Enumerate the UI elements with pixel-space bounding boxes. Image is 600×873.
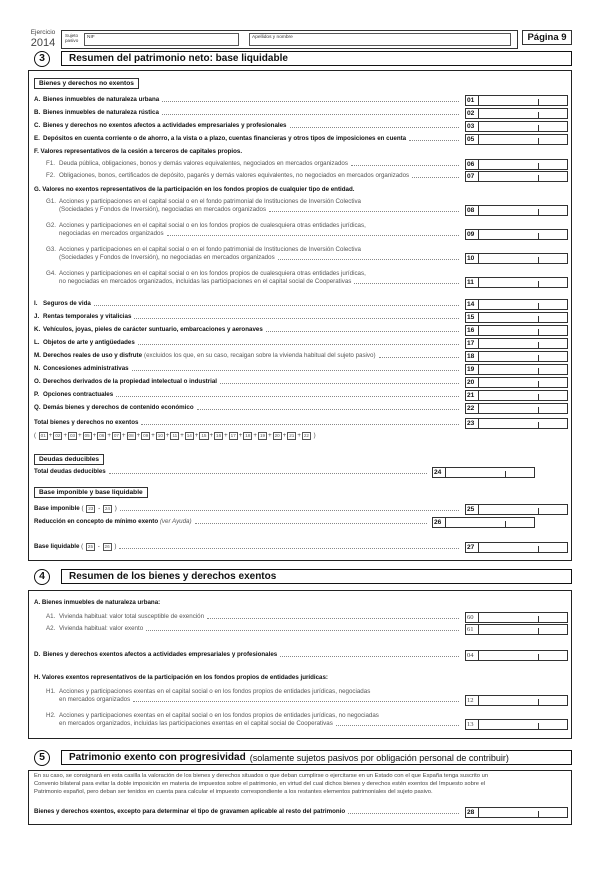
row-letter: D. xyxy=(34,651,41,658)
row-label-line1: Acciones y participaciones en el capital social o en el fondo patrimonial de Instituciones de Inversión Colectiva xyxy=(59,246,361,253)
formula-box: 06 xyxy=(99,433,105,438)
description-line: Convenio bilateral para evitar la doble imposición en materia de impuestos sobre el patrimonio, en virtud del cual dichos bienes y derechos estén exentos del Impuesto sobre el xyxy=(34,781,486,787)
row-21 xyxy=(34,391,462,399)
casilla-number: 15 xyxy=(466,313,479,322)
f-heading: F. Valores representativos de la cesión a terceros de capitales propios. xyxy=(34,148,243,155)
row-17 xyxy=(34,339,462,347)
row-index: G3. xyxy=(46,246,56,253)
formula-box: 10 xyxy=(157,433,163,438)
a-heading: A. Bienes inmuebles de naturaleza urbana: xyxy=(34,599,161,606)
casilla-24[interactable]: 24 xyxy=(432,467,535,478)
row-index: G1. xyxy=(46,198,56,205)
casilla-number: 18 xyxy=(466,352,479,361)
casilla-field[interactable] xyxy=(465,695,568,706)
row-label: Demás bienes y derechos de contenido económico xyxy=(43,404,194,411)
casilla-field[interactable] xyxy=(465,612,568,623)
section-3-title: Resumen del patrimonio neto: base liquidable xyxy=(61,51,572,66)
row-13 xyxy=(59,720,462,728)
casilla-number: 20 xyxy=(466,378,479,387)
row-20 xyxy=(34,378,462,386)
row-18 xyxy=(34,352,462,360)
formula-box: 15 xyxy=(201,433,207,438)
row-index: A1. xyxy=(46,613,56,620)
row-label: Derechos derivados de la propiedad intelectual o industrial xyxy=(43,378,217,385)
formula-box: 21 xyxy=(289,433,295,438)
row-letter: C. xyxy=(34,122,41,129)
casilla-field[interactable] xyxy=(465,390,568,401)
description-line: Patrimonio español, pero deban ser tenidos en cuenta para calcular el impuesto correspondiente a los restantes elementos patrimoniales del sujeto pasivo. xyxy=(34,789,433,795)
casilla-field[interactable] xyxy=(465,171,568,182)
row-label: Depósitos en cuenta corriente o de ahorro, a la vista o a plazo, cuentas financieras y otros tipos de imposiciones en cuenta xyxy=(43,135,407,142)
casilla-field[interactable] xyxy=(465,134,568,145)
row-label: Opciones contractuales xyxy=(43,391,114,398)
row-label: Bienes y derechos exentos afectos a actividades empresariales y profesionales xyxy=(43,651,278,658)
formula-box: 22 xyxy=(303,433,309,438)
row-03 xyxy=(34,122,462,130)
casilla-number: 60 xyxy=(466,613,479,622)
row-label: no negociadas en mercados organizados, incluidas las participaciones en el capital social de Cooperativas xyxy=(59,278,352,285)
reduccion-row: Reducción en concepto de mínimo exento (ver Ayuda) xyxy=(34,518,430,526)
row-label-line1: Acciones y participaciones en el capital social o en los fondos propios de cualesquiera otras entidades jurídicas, xyxy=(59,270,366,277)
formula-box: 11 xyxy=(172,433,178,438)
ejercicio xyxy=(28,30,58,49)
casilla-field[interactable] xyxy=(465,624,568,635)
row-04 xyxy=(34,651,462,659)
row-letter: O. xyxy=(34,378,41,385)
row-letter: A. xyxy=(34,96,41,103)
casilla-23[interactable]: 23 xyxy=(465,418,568,429)
casilla-number: 14 xyxy=(466,300,479,309)
row-letter: L. xyxy=(34,339,40,346)
section-5-number: 5 xyxy=(34,750,50,766)
formula-box: 17 xyxy=(230,433,236,438)
row-label: Deuda pública, obligaciones, bonos y demás valores equivalentes, negociados en mercados organizados xyxy=(59,160,348,167)
casilla-field[interactable] xyxy=(465,253,568,264)
row-11 xyxy=(59,278,462,286)
row-label: Vehículos, joyas, pieles de carácter suntuario, embarcaciones y aeronaves xyxy=(43,326,263,333)
row-14 xyxy=(34,300,462,308)
casilla-field[interactable] xyxy=(465,338,568,349)
g-heading: G. Valores no exentos representativos de la participación en los fondos propios de cualquier tipo de entidad. xyxy=(34,186,355,193)
casilla-field[interactable] xyxy=(465,351,568,362)
row-label-line1: Acciones y participaciones en el capital social o en el fondo patrimonial de Instituciones de Inversión Colectiva xyxy=(59,198,361,205)
row-letter: E. xyxy=(34,135,40,142)
casilla-number: 04 xyxy=(466,651,479,660)
row-letter: M. xyxy=(34,352,41,359)
deudas-header: Deudas deducibles xyxy=(34,454,104,465)
row-label: (Sociedades y Fondos de Inversión), no negociadas en mercados organizados xyxy=(59,254,275,261)
total-formula: ( 01 + 02 + 03 + 05 + 06 + 07 + 08 + 09 + 10 + 11 + 14 + 15 + 16 + 17 + 18 + 19 + 20 + 21 + 22 ) xyxy=(34,433,316,439)
section-4-number: 4 xyxy=(34,569,50,585)
row-index: F2. xyxy=(46,172,55,179)
casilla-number: 06 xyxy=(466,160,479,169)
h-heading: H. Valores exentos representativos de la participación en los fondos propios de entidades jurídicas: xyxy=(34,674,328,681)
row-label-line1: Acciones y participaciones en el capital social o en los fondos propios de cualesquiera otras entidades jurídicas, xyxy=(59,222,366,229)
casilla-number: 01 xyxy=(466,96,479,105)
nif-field[interactable]: NIF xyxy=(84,33,239,46)
casilla-number: 19 xyxy=(466,365,479,374)
row-08 xyxy=(59,206,462,214)
casilla-number: 17 xyxy=(466,339,479,348)
casilla-number: 16 xyxy=(466,326,479,335)
formula-box: 18 xyxy=(245,433,251,438)
casilla-number: 12 xyxy=(466,696,479,705)
row-label: (Sociedades y Fondos de Inversión), negociadas en mercados organizados xyxy=(59,206,267,213)
casilla-number: 11 xyxy=(466,278,479,287)
casilla-number: 07 xyxy=(466,172,479,181)
row-19 xyxy=(34,365,462,373)
ejercicio-label: Ejercicio xyxy=(30,29,56,36)
formula-box: 14 xyxy=(186,433,192,438)
section-3-number: 3 xyxy=(34,51,50,67)
formula-box: 20 xyxy=(274,433,280,438)
row-06 xyxy=(46,160,462,168)
casilla-field[interactable] xyxy=(465,650,568,661)
casilla-26[interactable]: 26 xyxy=(432,517,535,528)
row-label-line1: Acciones y participaciones exentas en el capital social o en los fondos propios de entidades jurídicas, negociadas xyxy=(59,688,371,695)
row-label: Derechos reales de uso y disfrute xyxy=(43,352,143,359)
row-label: Rentas temporales y vitalicias xyxy=(43,313,132,320)
row-16 xyxy=(34,326,462,334)
row-letter: J. xyxy=(34,313,40,320)
row-01 xyxy=(34,96,462,104)
casilla-field[interactable] xyxy=(465,108,568,119)
casilla-field[interactable] xyxy=(465,121,568,132)
casilla-number: 13 xyxy=(466,720,479,729)
casilla-number: 08 xyxy=(466,206,479,215)
row-index: H1. xyxy=(46,688,56,695)
row-note: (excluidos los que, en su caso, recaigan sobre la vivienda habitual del sujeto pasivo) xyxy=(144,352,376,359)
casilla-field[interactable] xyxy=(465,719,568,730)
row-12 xyxy=(59,696,462,704)
casilla-field[interactable] xyxy=(465,205,568,216)
row-10 xyxy=(59,254,462,262)
row-letter: Q. xyxy=(34,404,41,411)
sujeto-pasivo-label: Sujeto pasivo xyxy=(65,33,79,44)
casilla-27[interactable]: 27 xyxy=(465,542,568,553)
row-07 xyxy=(46,172,462,180)
casilla-number: 05 xyxy=(466,135,479,144)
casilla-field[interactable] xyxy=(465,312,568,323)
casilla-number: 22 xyxy=(466,404,479,413)
row-02 xyxy=(34,109,462,117)
row-letter: K. xyxy=(34,326,41,333)
formula-box: 05 xyxy=(84,433,90,438)
row-15 xyxy=(34,313,462,321)
row-label: Vivienda habitual: valor total susceptible de exención xyxy=(59,613,205,620)
description-line: En su caso, se consignará en esta casilla la valoración de los bienes y derechos situados o que deban cumplirse o ejercitarse en un Estado con el que España tenga suscrito un xyxy=(34,773,489,779)
base-header: Base imponible y base liquidable xyxy=(34,487,148,498)
row-letter: I. xyxy=(34,300,38,307)
row-label: Bienes inmuebles de naturaleza urbana xyxy=(43,96,160,103)
casilla-25[interactable]: 25 xyxy=(465,504,568,515)
row-index: G2. xyxy=(46,222,56,229)
casilla-number: 09 xyxy=(466,230,479,239)
section-5-description xyxy=(34,772,568,796)
base-liquidable-row: Base liquidable ( 25 - 26 ) xyxy=(34,543,462,551)
base-imponible-row: Base imponible ( 23 - 24 ) xyxy=(34,505,462,513)
row-label: Vivienda habitual: valor exento xyxy=(59,625,144,632)
casilla-field[interactable] xyxy=(465,364,568,375)
row-22 xyxy=(34,404,462,412)
casilla-number: 10 xyxy=(466,254,479,263)
row-label: en mercados organizados xyxy=(59,696,131,703)
row-label: Seguros de vida xyxy=(43,300,91,307)
formula-box: 02 xyxy=(55,433,61,438)
row-label-line1: Acciones y participaciones exentas en el capital social o en los fondos propios de entidades jurídicas, no negociadas xyxy=(59,712,379,719)
section-4-title: Resumen de los bienes y derechos exentos xyxy=(61,569,572,584)
row-05 xyxy=(34,135,462,143)
row-label: Bienes y derechos no exentos afectos a actividades empresariales y profesionales xyxy=(43,122,287,129)
ejercicio-year: 2014 xyxy=(30,36,56,49)
row-label: en mercados organizados, incluidas las participaciones exentas en el capital social de Cooperativas xyxy=(59,720,333,727)
total-deudas-row: Total deudas deducibles xyxy=(34,468,430,476)
casilla-field[interactable] xyxy=(465,325,568,336)
row-index: H2. xyxy=(46,712,56,719)
row-index: A2. xyxy=(46,625,56,632)
row-index: G4. xyxy=(46,270,56,277)
row-09 xyxy=(59,230,462,238)
casilla-field[interactable] xyxy=(465,277,568,288)
row-label: Objetos de arte y antigüedades xyxy=(43,339,135,346)
row-letter: N. xyxy=(34,365,41,372)
section-5-title: Patrimonio exento con progresividad (solamente sujetos pasivos por obligación personal de contribuir) xyxy=(61,750,572,765)
row-60 xyxy=(46,613,462,621)
progresividad-row: Bienes y derechos exentos, excepto para determinar el tipo de gravamen aplicable al resto del patrimonio xyxy=(34,808,462,816)
formula-box: 01 xyxy=(40,433,46,438)
casilla-field[interactable] xyxy=(465,299,568,310)
row-label: negociadas en mercados organizados xyxy=(59,230,164,237)
casilla-number: 21 xyxy=(466,391,479,400)
formula-box: 08 xyxy=(128,433,134,438)
taxpayer-header xyxy=(61,30,518,49)
casilla-field[interactable] xyxy=(465,377,568,388)
formula-box: 07 xyxy=(113,433,119,438)
row-index: F1. xyxy=(46,160,55,167)
row-label: Bienes inmuebles de naturaleza rústica xyxy=(43,109,159,116)
row-letter: B. xyxy=(34,109,41,116)
casilla-field[interactable] xyxy=(465,229,568,240)
casilla-field[interactable] xyxy=(465,159,568,170)
casilla-number: 61 xyxy=(466,625,479,634)
formula-box: 09 xyxy=(143,433,149,438)
row-label: Obligaciones, bonos, certificados de depósito, pagarés y demás valores equivalentes, no negociados en mercados organizados xyxy=(59,172,410,179)
casilla-number: 02 xyxy=(466,109,479,118)
casilla-field[interactable] xyxy=(465,403,568,414)
formula-box: 16 xyxy=(216,433,222,438)
casilla-28[interactable]: 28 xyxy=(465,807,568,818)
casilla-number: 03 xyxy=(466,122,479,131)
formula-box: 19 xyxy=(259,433,266,438)
row-61 xyxy=(46,625,462,633)
total-no-exentos-row: Total bienes y derechos no exentos xyxy=(34,419,462,427)
no-exentos-header: Bienes y derechos no exentos xyxy=(34,78,139,89)
page-number: Página 9 xyxy=(522,30,572,45)
formula-box: 03 xyxy=(69,433,76,438)
casilla-field[interactable] xyxy=(465,95,568,106)
row-label: Concesiones administrativas xyxy=(43,365,129,372)
row-letter: P. xyxy=(34,391,40,398)
apellidos-nombre-field[interactable]: Apellidos y nombre xyxy=(249,33,511,46)
